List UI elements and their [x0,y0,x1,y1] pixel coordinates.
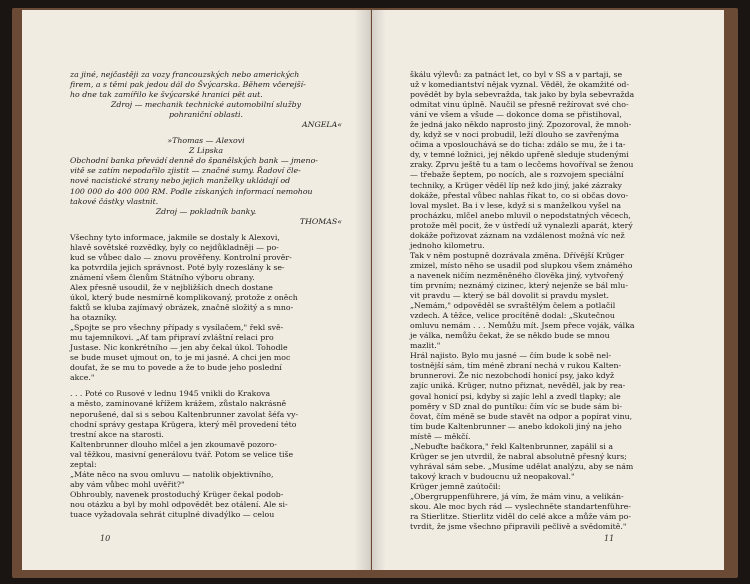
text-line: ANGELA« [302,120,342,130]
text-line: tím bude Kaltenbrunner — anebo kdokoli jiný na jeho [410,421,622,431]
text-line: Kaltenbrunner dlouho mlčel a jen zkoumavě pozoro- [70,439,277,449]
text-line: tvrdit, že jsme všechno připravili pečlivě a svědomitě." [410,522,627,532]
text-line: Obhroubly, navenek prostoduchý Krüger čekal podob- [70,489,284,499]
text-line: Alex přesně usoudil, že v nejbližších dnech dostane [70,282,273,292]
text-line: goval honicí psi, kdyby si zajíc lehl a zvedl tlapky; ale [410,391,621,401]
text-line: že jedná jako někdo naprosto jiný. Zpozoroval, že mnoh- [410,120,632,130]
text-line: Všechny tyto informace, jakmile se dostaly k Alexovi, [70,232,280,242]
text-line: val těžkou, masivní generálovu tvář. Potom se velice tiše [70,449,294,459]
text-line: povědět by byla sebevražda, tak jako by byla sebevražda [410,90,635,100]
text-line: škálu výlevů: za patnáct let, co byl v SS a v partaji, se [410,70,623,79]
left-page-text [70,70,342,520]
text-line: jednoho kilometru. [410,240,485,250]
text-line: aby vám vůbec mohl uvěřit?" [70,479,185,489]
text-line: 100 000 do 400 000 RM. Podle získaných informací nemohou [70,186,313,196]
text-line: zraky. Zprvu ještě tu a tam o lecčems hovoříval se ženou [410,160,634,170]
text-line: hlavě sovětské rozvědky, byly co nejdůkladněji — po- [70,242,279,252]
text-line: místě — měkčí. [410,431,471,441]
text-line: takové částky vlastnit. [70,196,159,206]
text-line: „Spojte se pro všechny případy s vysílačem," řekl svě- [70,323,284,333]
text-line: firem, a s těmi pak jedou dál do Švýcarska. Během včerejší- [70,80,306,90]
text-line: skou. Ale moc bych rád — vyslechněte standartenführe- [410,502,631,512]
text-line: kud se vůbec dalo — znovu prověřeny. Kontrolní prověr- [70,252,292,262]
text-line: »Thomas — Alexovi [167,136,245,146]
text-line: techniky, a Krüger věděl líp než kdo jiný, jaké zázraky [410,180,622,190]
text-line: dy, když se v noci probudil, leží dlouho se zavřenýma [410,130,620,140]
text-line: chodní správy gestapa Krügera, který měl provedení této [70,419,297,429]
text-line: vyhrával sám sebe. „Musíme udělat analýzu, aby se nám [410,461,634,471]
left-page [22,10,371,570]
text-line: tuace vyžadovala sehrát cituplné divadýlko — celou [70,509,275,519]
text-line: známení všem členům Státního výboru obrany. [70,272,255,282]
text-line: brunnerovi. Že nic nezobchodí honicí psy, jako když [410,371,615,381]
text-line: akce." [70,373,95,383]
text-line: ho dne tak zamířilo ke švýcarské hranici pět aut. [70,90,263,100]
text-line: protože měl pocit, že v ústředí už vynalezli aparát, který [410,220,633,230]
text-line: tostnější sám, tím méně zbraní nechá v rukou Kalten- [410,361,622,371]
text-line: Z Lipska [189,146,223,156]
text-line: takový krach v budoucnu už neopakoval." [410,471,575,481]
text-line: trestní akce na starosti. [70,429,164,439]
text-line: doufat, že se mu to povede a že to bude jeho poslední [70,363,282,373]
right-page-number: 11 [604,534,615,543]
text-line: — třebaže šeptem, po nocích, ale s rozvojem speciální [410,170,624,180]
text-line: a město, zaminované křížem krážem, zůstalo nakrásně [70,399,287,409]
text-line: za jiné, nejčastěji za vozy francouzských nebo amerických [70,70,300,79]
text-line: dokáže, přestal vůbec nahlas říkat to, co si občas dovo- [410,190,629,200]
text-line: ha otazníky. [70,313,117,323]
text-line: už v komediantství nějak vyznal. Věděl, že okamžité od- [410,80,630,90]
text-line: omluvu nemám . . . Nemůžu mít. Jsem přece voják, válka [410,321,635,331]
text-line: očima a vposlouchává se do ticha: zdálo se mu, že i ta- [410,140,626,150]
text-line: vání ve všem a všude — dokonce doma se přistihoval, [410,110,622,120]
text-line: neporušené, dal si s sebou Kaltenbrunner zavolat šéfa vy- [70,409,299,419]
text-line: Obchodní banka převádí denně do španělských bank — jmeno- [70,156,318,166]
text-line: dokáže pořizovat záznam na vzdálenost možná víc než [410,230,625,240]
text-line: Tak v něm postupně dozrávala změna. Dřívější Krüger [410,250,625,260]
text-line: odmítat vinu úplně. Naučil se přesně režírovat své cho- [410,100,629,110]
text-line: nové nacistické strany nebo jejich manželky ukládají od [70,176,291,186]
text-line: loval myslet. Ba i v lese, když si s manželkou vyšel na [410,200,622,210]
text-line: „Nemám," odpověděl se svraštělým čelem a potlačil [410,301,616,311]
text-line: se bude muset ujmout on, to je mi jasné. A chci jen moc [70,353,291,363]
text-line: zmizel, místo něho se usadil pod slupkou všem známého [410,260,633,270]
text-line: Krüger se jen utvrdil, že nabral absolutně přesný kurs; [410,451,627,461]
text-line: „Nebuďte bačkora," řekl Kaltenbrunner, zapálil si a [410,441,614,451]
text-line: mu tajemníkovi. „Ať tam připraví zvláštní relaci pro [70,333,274,343]
text-line: nou otázku a byl by mohl odpovědět bez otálení. Ale si- [70,499,288,509]
text-line: úkol, který bude nesmírně komplikovaný, protože z oněch [70,292,298,302]
text-line: „Máte něco na svou omluvu — natolik objektivního, [70,469,274,479]
text-line: ra Stierlitze. Stierlitz viděl do celé akce a může vám po- [410,512,632,522]
text-line: . . . Poté co Rusové v lednu 1945 vnikli do Krakova [70,389,271,399]
text-line: zeptal: [70,459,97,469]
text-line: Zdroj — pokladník banky. [155,206,257,216]
text-line: vitě se zatím nepodařilo zjistit — značné sumy. Řadoví čle- [70,166,301,176]
text-line: vit pravdu — který se bál dovolit si pravdu myslet. [410,291,609,301]
text-line: vzdech. A těžce, velice procítěně dodal: „Skutečnou [410,311,615,321]
text-line: zajíc uniká. Krüger, nutno přiznat, nevěděl, jak by rea- [410,381,626,391]
text-line: čovat, čím méně se bude stavět na odpor a popírat vinu, [410,411,633,421]
text-line: ka potvrdila jejich správnost. Poté byly rozeslány k se- [70,262,285,272]
text-line: faktů se kluba zajímavý obrázek, značně složitý a s mno- [70,303,294,313]
text-line: mazlit." [410,341,441,351]
text-line: tím prvním; neznámý cizinec, který nejenže se bál mlu- [410,280,628,290]
text-line: je válka, nemůžu čekat, že se někdo bude se mnou [410,331,610,341]
text-line: Hrál najisto. Bylo mu jasné — čím bude k sobě nel- [410,351,612,361]
text-line: dy, v temné ložnici, jej někdo upřeně sleduje studenými [410,150,629,160]
text-line: Justase. Nic konkrétního — jen aby čekal úkol. Tohodle [70,343,288,353]
right-page [372,10,724,570]
right-page-text [410,70,686,532]
text-line: a navenek ničím nezměněného člověka jiný, vytvořený [410,270,624,280]
text-line: procházku, mlčel anebo mluvil o nepodstatných věcech, [410,210,631,220]
text-line: Krüger jemně zaútočil: [410,481,501,491]
text-line: THOMAS« [299,216,342,226]
text-line: Zdroj — mechanik technické automobilní služby [110,100,302,110]
text-line: poměry v SD znal do puntíku: čím víc se bude sám bi- [410,401,622,411]
text-line: „Obergruppenführere, já vím, že mám vinu, a velikán- [410,491,624,501]
text-line: pohraniční oblasti. [169,110,243,120]
left-page-number: 10 [100,534,111,543]
